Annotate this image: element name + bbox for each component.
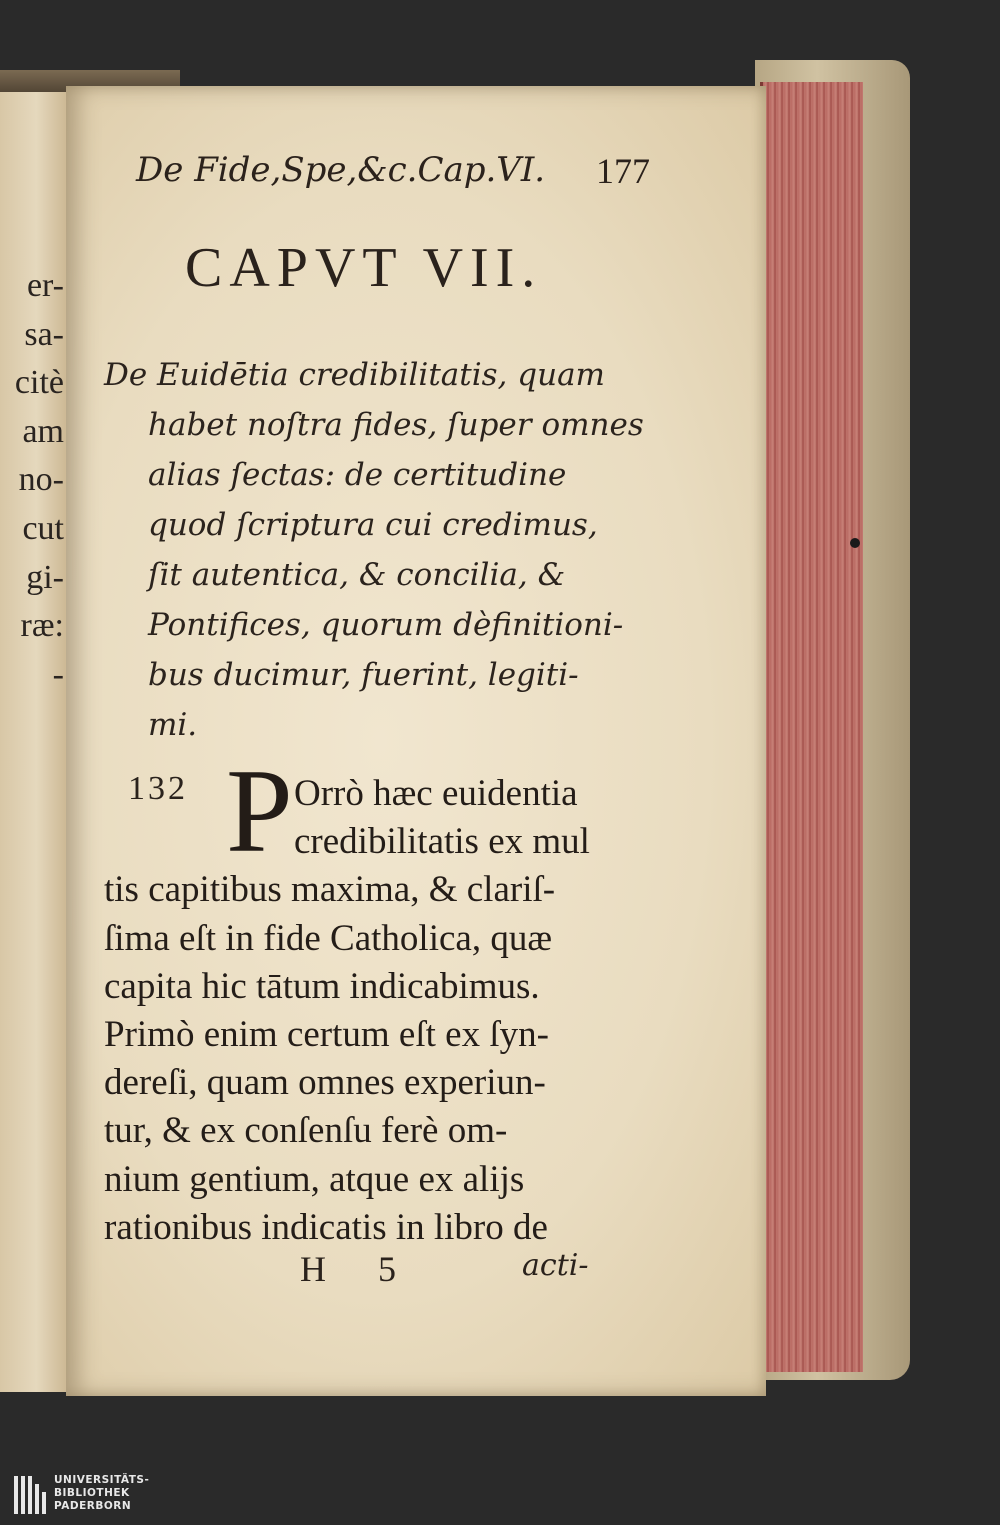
signature-mark: H xyxy=(300,1249,326,1289)
summary-line: Pontifices, quorum dèfinitioni- xyxy=(148,607,624,643)
library-logo xyxy=(14,1472,254,1518)
body-line: tis capitibus maxima, & clariſ- xyxy=(104,869,556,911)
library-logo-text xyxy=(54,1474,254,1513)
summary-line: habet noſtra fides, ſuper omnes xyxy=(148,407,644,443)
drop-cap: P xyxy=(226,744,293,877)
logo-line: BIBLIOTHEK xyxy=(54,1487,130,1499)
signature-number: 5 xyxy=(378,1249,396,1289)
body-line: Primò enim certum eſt ex ſyn- xyxy=(104,1013,549,1055)
logo-line: UNIVERSITÄTS- xyxy=(54,1474,150,1486)
summary-line: mi. xyxy=(148,707,198,743)
facing-line: am xyxy=(22,412,64,450)
page-number: 177 xyxy=(596,151,650,191)
body-line: capita hic tātum indicabimus. xyxy=(104,965,540,1007)
logo-line: PADERBORN xyxy=(54,1500,132,1512)
facing-line: gi- xyxy=(26,558,64,596)
summary-line: alias ſectas: de certitudine xyxy=(148,457,567,493)
facing-line: er- xyxy=(26,267,64,304)
body-line: credibilitatis ex mul xyxy=(294,821,590,863)
running-head-text: De Fide,Spe,&c.Cap.VI. xyxy=(136,150,546,190)
library-logo-icon xyxy=(14,1476,48,1514)
facing-line: no- xyxy=(18,461,64,499)
facing-page-lines xyxy=(0,262,66,699)
body-line: ſima eſt in fide Catholica, quæ xyxy=(104,917,553,959)
chapter-summary xyxy=(104,350,660,750)
summary-line: quod ſcriptura cui credimus, xyxy=(148,507,598,543)
chapter-title: CAPVT VII. xyxy=(185,237,543,299)
body-line: Orrò hæc euidentia xyxy=(294,773,578,814)
paragraph-number: 132 xyxy=(128,770,188,807)
fore-edge-hole xyxy=(850,538,860,548)
facing-page-fragment xyxy=(0,92,68,1392)
summary-line: ſit autentica, & concilia, & xyxy=(148,557,566,593)
facing-line: citè xyxy=(14,364,64,402)
red-fore-edge xyxy=(760,82,863,1372)
running-head xyxy=(136,150,656,202)
body-line: nium gentium, atque ex alijs xyxy=(104,1158,525,1200)
body-line: dereſi, quam omnes experiun- xyxy=(104,1062,546,1104)
catchword: acti- xyxy=(522,1248,589,1283)
body-line: tur, & ex conſenſu ferè om- xyxy=(104,1110,508,1152)
body-line: rationibus indicatis in libro de xyxy=(104,1206,548,1248)
facing-line: cut xyxy=(22,509,64,547)
page-footer xyxy=(300,1248,630,1296)
summary-line: bus ducimur, fuerint, legiti- xyxy=(148,657,579,693)
facing-line: sa- xyxy=(24,315,64,353)
body-text xyxy=(104,770,664,1252)
facing-line: ræ: xyxy=(20,607,64,645)
facing-line: - xyxy=(52,655,64,693)
summary-line: De Euidētia credibilitatis, quam xyxy=(104,357,605,393)
